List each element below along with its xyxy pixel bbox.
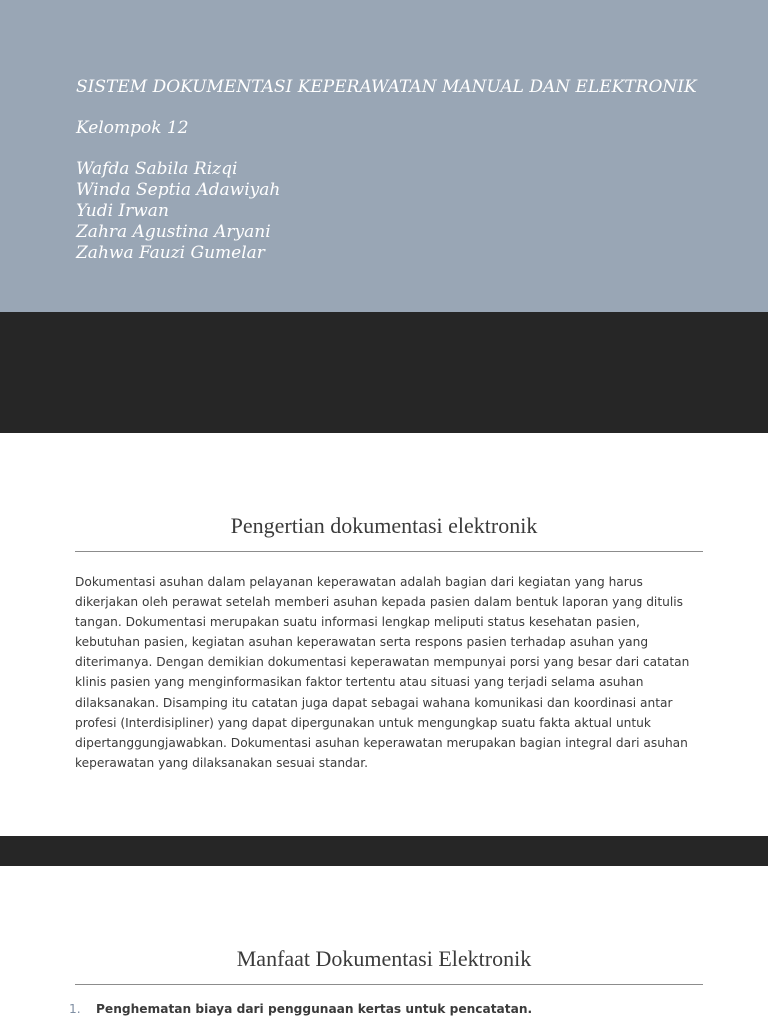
list-number: 1. <box>69 1002 81 1016</box>
heading-divider <box>75 551 703 552</box>
benefit-list <box>69 1002 532 1016</box>
slide-heading: Manfaat Dokumentasi Elektronik <box>236 946 532 971</box>
slide-heading: Pengertian dokumentasi elektronik <box>230 513 538 538</box>
body-paragraph: Dokumentasi asuhan dalam pelayanan keperawatan adalah bagian dari kegiatan yang harus dikerjakan oleh perawat setelah memberi asuhan kepada pasien dalam bentuk laporan yang ditulis tangan. Dokumentasi merupakan suatu informasi lengkap meliputi status kesehatan pasien, kebutuhan pasien, kegiatan asuhan keperawatan serta respons pasien terhadap asuhan yang diterimanya. Dengan demikian dokumentasi keperawatan mempunyai porsi yang besar dari catatan klinis pasien yang menginformasikan faktor tertentu atau situasi yang terjadi selama asuhan dilaksanakan. Disamping itu catatan juga dapat sebagai wahana komunikasi dan koordinasi antar profesi (Interdisipliner) yang dapat dipergunakan untuk mengungkap suatu fakta aktual untuk dipertanggungjawabkan. Dokumentasi asuhan keperawatan merupakan bagian integral dari asuhan keperawatan yang dilaksanakan sesuai standar. <box>75 575 690 770</box>
slide-separator <box>0 312 768 433</box>
list-item <box>69 1002 532 1016</box>
member-name: Yudi Irwan <box>76 201 169 221</box>
slide-title: SISTEM DOKUMENTASI KEPERAWATAN MANUAL DAN ELEKTRONIK <box>76 77 697 97</box>
title-slide <box>0 0 768 312</box>
group-label: Kelompok 12 <box>76 118 189 138</box>
member-name: Wafda Sabila Rizqi <box>76 159 238 179</box>
member-name: Winda Septia Adawiyah <box>76 180 281 200</box>
benefits-slide <box>0 866 768 1024</box>
member-name: Zahwa Fauzi Gumelar <box>76 243 265 263</box>
list-text: Penghematan biaya dari penggunaan kertas untuk pencatatan. <box>96 1002 533 1016</box>
member-list <box>76 159 280 264</box>
heading-divider <box>75 984 703 985</box>
definition-slide <box>0 433 768 836</box>
slide-separator <box>0 836 768 866</box>
member-name: Zahra Agustina Aryani <box>76 222 271 242</box>
